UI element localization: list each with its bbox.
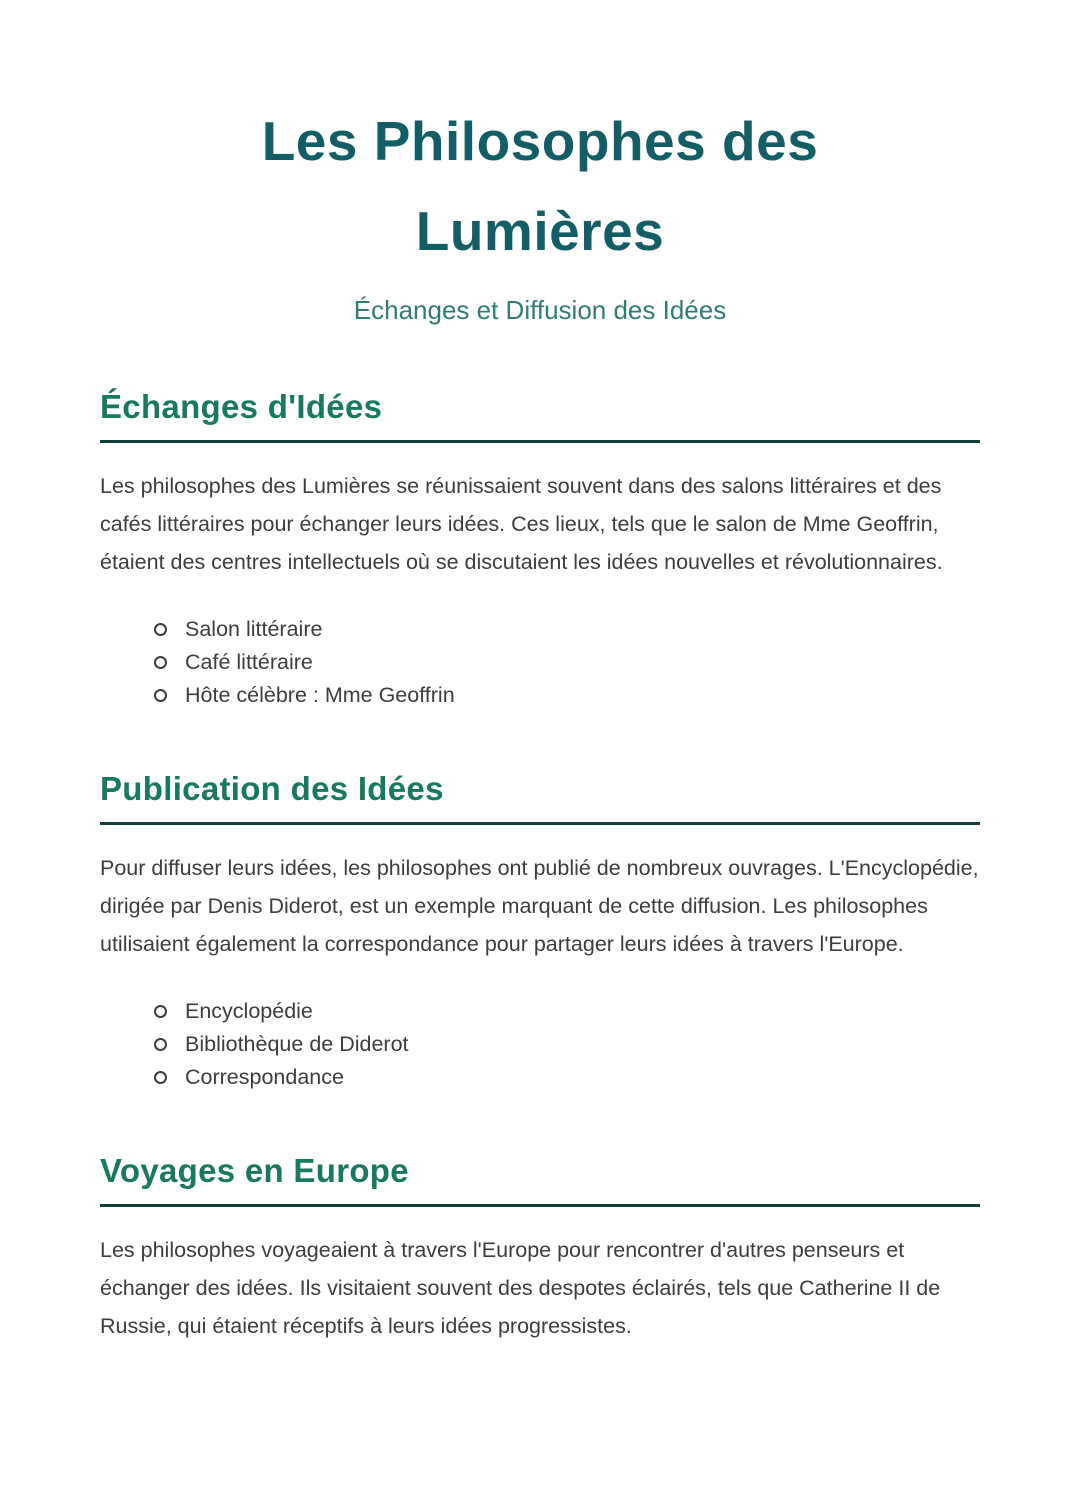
list-item: Hôte célèbre : Mme Geoffrin — [151, 679, 980, 712]
list-item: Encyclopédie — [151, 995, 980, 1028]
section-echanges-didees — [100, 384, 980, 712]
section-paragraph: Les philosophes voyageaient à travers l'Europe pour rencontrer d'autres penseurs et échanger des idées. Ils visitaient souvent des despotes éclairés, tels que Catherine II de Russie, qui étaient réceptifs à leurs idées progressistes. — [100, 1238, 941, 1338]
document-subtitle: Échanges et Diffusion des Idées — [353, 295, 727, 325]
section-paragraph: Les philosophes des Lumières se réunissaient souvent dans des salons littéraires et des cafés littéraires pour échanger leurs idées. Ces lieux, tels que le salon de Mme Geoffrin, étaient des centres intellectuels où se discutaient les idées nouvelles et révolutionnaires. — [100, 474, 943, 574]
section-publication-des-idees — [100, 766, 980, 1094]
list-item: Correspondance — [151, 1061, 980, 1094]
list-item: Bibliothèque de Diderot — [151, 1028, 980, 1061]
bullet-list — [151, 613, 980, 712]
section-divider — [100, 822, 980, 825]
list-item: Café littéraire — [151, 646, 980, 679]
section-paragraph: Pour diffuser leurs idées, les philosophes ont publié de nombreux ouvrages. L'Encyclopédie, dirigée par Denis Diderot, est un exemple marquant de cette diffusion. Les philosophes utilisaient également la correspondance pour partager leurs idées à travers l'Europe. — [100, 856, 979, 956]
section-divider — [100, 1204, 980, 1207]
bullet-list — [151, 995, 980, 1094]
document-title: Les Philosophes des Lumières — [261, 110, 819, 262]
document-page — [0, 96, 1080, 1345]
section-divider — [100, 440, 980, 443]
section-heading: Publication des Idées — [100, 770, 444, 807]
section-heading: Échanges d'Idées — [100, 388, 383, 425]
section-voyages-en-europe — [100, 1148, 980, 1345]
list-item: Salon littéraire — [151, 613, 980, 646]
section-heading: Voyages en Europe — [100, 1152, 409, 1189]
